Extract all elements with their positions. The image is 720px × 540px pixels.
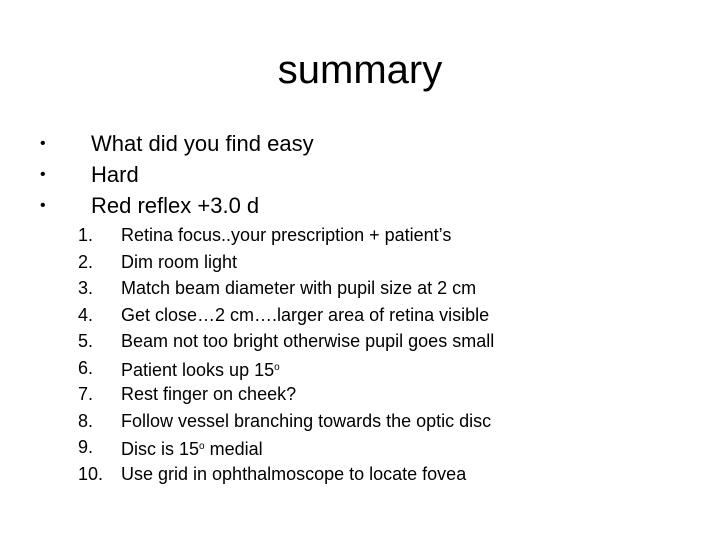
degree-superscript: o — [199, 441, 205, 452]
step-number: 2. — [78, 251, 94, 272]
step-text — [121, 434, 263, 463]
step-number: 5. — [78, 331, 94, 351]
step-number: 8. — [78, 410, 94, 431]
step-text: Dim room light — [121, 251, 238, 272]
step-text: Rest finger on cheek? — [121, 384, 297, 404]
slide-title: summary — [277, 48, 443, 92]
step-number: 3. — [78, 278, 94, 298]
step-number: 10. — [78, 463, 104, 484]
bullet-text: Red reflex +3.0 d — [91, 193, 260, 218]
step-text: Follow vessel branching towards the optic disc — [121, 410, 492, 431]
step-text: Match beam diameter with pupil size at 2 cm — [121, 278, 477, 298]
step-text-main: Disc is 15 — [121, 439, 200, 459]
step-text: Beam not too bright otherwise pupil goes small — [121, 331, 495, 351]
step-number: 9. — [78, 437, 94, 457]
step-text: Retina focus..your prescription + patient’s — [121, 225, 452, 245]
step-number: 6. — [78, 357, 94, 378]
degree-superscript: o — [274, 361, 280, 373]
step-number: 7. — [78, 384, 94, 404]
step-text: Use grid in ophthalmoscope to locate fovea — [121, 463, 467, 484]
step-number: 1. — [78, 225, 94, 245]
bullet-text: What did you find easy — [91, 131, 314, 156]
step-number: 4. — [78, 304, 94, 325]
bullet-marker: • — [40, 166, 46, 183]
step-text-main: Patient looks up 15 — [121, 359, 275, 380]
step-text-after: medial — [204, 439, 263, 459]
bullet-text: Hard — [91, 162, 139, 187]
bullet-marker: • — [40, 197, 46, 214]
step-text: Get close…2 cm….larger area of retina visible — [121, 304, 490, 325]
step-text — [121, 355, 280, 384]
bullet-marker: • — [40, 135, 46, 152]
